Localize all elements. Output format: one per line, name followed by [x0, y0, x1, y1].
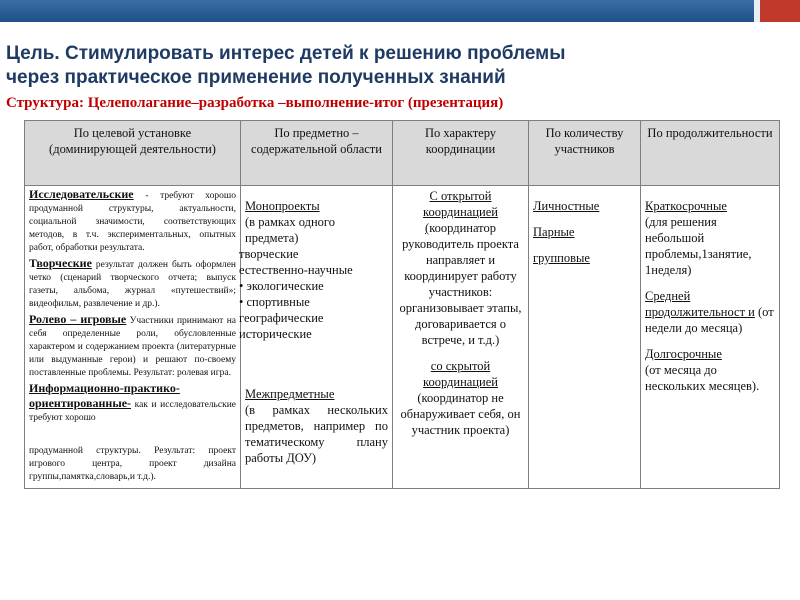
short-note: (для решения небольшой проблемы,1занятие, 1неделя): [645, 215, 752, 277]
info-block: [29, 382, 236, 425]
cell-coordination-types: [393, 186, 529, 489]
top-bar-accent-block: [760, 0, 800, 22]
header-participants: По количеству участников: [529, 121, 641, 186]
subject-item: творческие: [239, 247, 299, 261]
subject-item: • экологические: [239, 279, 324, 293]
slide-title-line2: через практическое применение полученных знаний: [6, 67, 506, 88]
info-text: как и исследовательские требуют хорошо: [29, 400, 236, 423]
open-note-paren: (: [425, 221, 430, 235]
short-title: Краткосрочные: [645, 199, 727, 213]
cell-duration-types: [641, 186, 780, 489]
header-subject: По предметно – содержательной области: [241, 121, 393, 186]
inter-note: (в рамках нескольких предметов, например по тематическому плану работы ДОУ): [245, 403, 388, 465]
mono-title: Монопроекты: [245, 199, 320, 213]
long-note: (от месяца до нескольких месяцев).: [645, 363, 760, 393]
project-types-table: [24, 120, 780, 489]
subject-item: • спортивные: [239, 295, 310, 309]
role-title: Ролево – игровые: [29, 312, 127, 326]
subject-item: исторические: [239, 327, 312, 341]
creative-initial: Т: [29, 256, 37, 270]
long-title: Долгосрочные: [645, 347, 722, 361]
cell-target-types: [25, 186, 241, 489]
table-header-row: [25, 121, 780, 186]
slide-title: [6, 42, 786, 90]
header-coordination: По характеру координации: [393, 121, 529, 186]
hidden-note: (координатор не обнаруживает себя, он участник проекта): [400, 391, 521, 437]
inter-title: Межпредметные: [245, 387, 335, 401]
creative-block: [29, 257, 236, 311]
research-title: Исследовательские: [29, 187, 134, 201]
medium-block: [645, 288, 775, 336]
open-note-block: [397, 220, 524, 348]
medium-note: (от недели до месяца): [645, 305, 774, 335]
hidden-title: со скрытой координацией: [423, 359, 498, 389]
mono-note: (в рамках одного предмета): [245, 215, 335, 245]
header-duration: По продолжительности: [641, 121, 780, 186]
slide-title-line1: Цель. Стимулировать интерес детей к решению проблемы: [6, 43, 566, 64]
cell-subject-types: [241, 186, 393, 489]
slide-subtitle: Структура: Целеполагание–разработка –выполнение-итог (презентация): [6, 95, 504, 111]
participant-item: групповые: [533, 251, 590, 265]
open-note: координатор руководитель проекта направляет и координирует работу участников: организовывает этапы, договаривается о встрече, и т.д.): [399, 221, 522, 347]
header-target: По целевой установке (доминирующей деятельности): [25, 121, 241, 186]
open-title: С открытой координацией: [423, 189, 498, 219]
creative-title: ворческие: [36, 256, 92, 270]
creative-text: результат должен быть оформлен четко (сценарий творческого отчета; выпуск газеты, альбома, журнал «путешествий»; видеофильм, развлечение и др.).: [29, 260, 236, 309]
info-text2: продуманной структуры. Результат: проект игрового центра, проект дизайна группы,памятка,словарь,и т.д.).: [29, 446, 236, 482]
participant-item: Личностные: [533, 199, 600, 213]
medium-title: Средней продолжительност и: [645, 289, 755, 319]
participant-item: Парные: [533, 225, 575, 239]
table-row: [25, 186, 780, 489]
subject-item: естественно-научные: [239, 263, 353, 277]
research-block: [29, 188, 236, 255]
role-text: Участники принимают на себя определенные роли, обусловленные характером и содержанием проекта (литературные или выдуманные герои) и решают по-своему поставленные проблемы. Результат: ролевая игра.: [29, 316, 236, 378]
role-block: [29, 313, 236, 380]
subject-item: географические: [239, 311, 324, 325]
cell-participant-types: [529, 186, 641, 489]
slide-top-bar: [0, 0, 800, 22]
info-title: Информационно-практико-ориентированные-: [29, 381, 180, 410]
research-text: - требуют хорошо продуманной структуры, актуальности, социальной значимости, соответствующих методов, в т.ч. экспериментальных, опытных работ, обработки результата.: [29, 191, 236, 253]
